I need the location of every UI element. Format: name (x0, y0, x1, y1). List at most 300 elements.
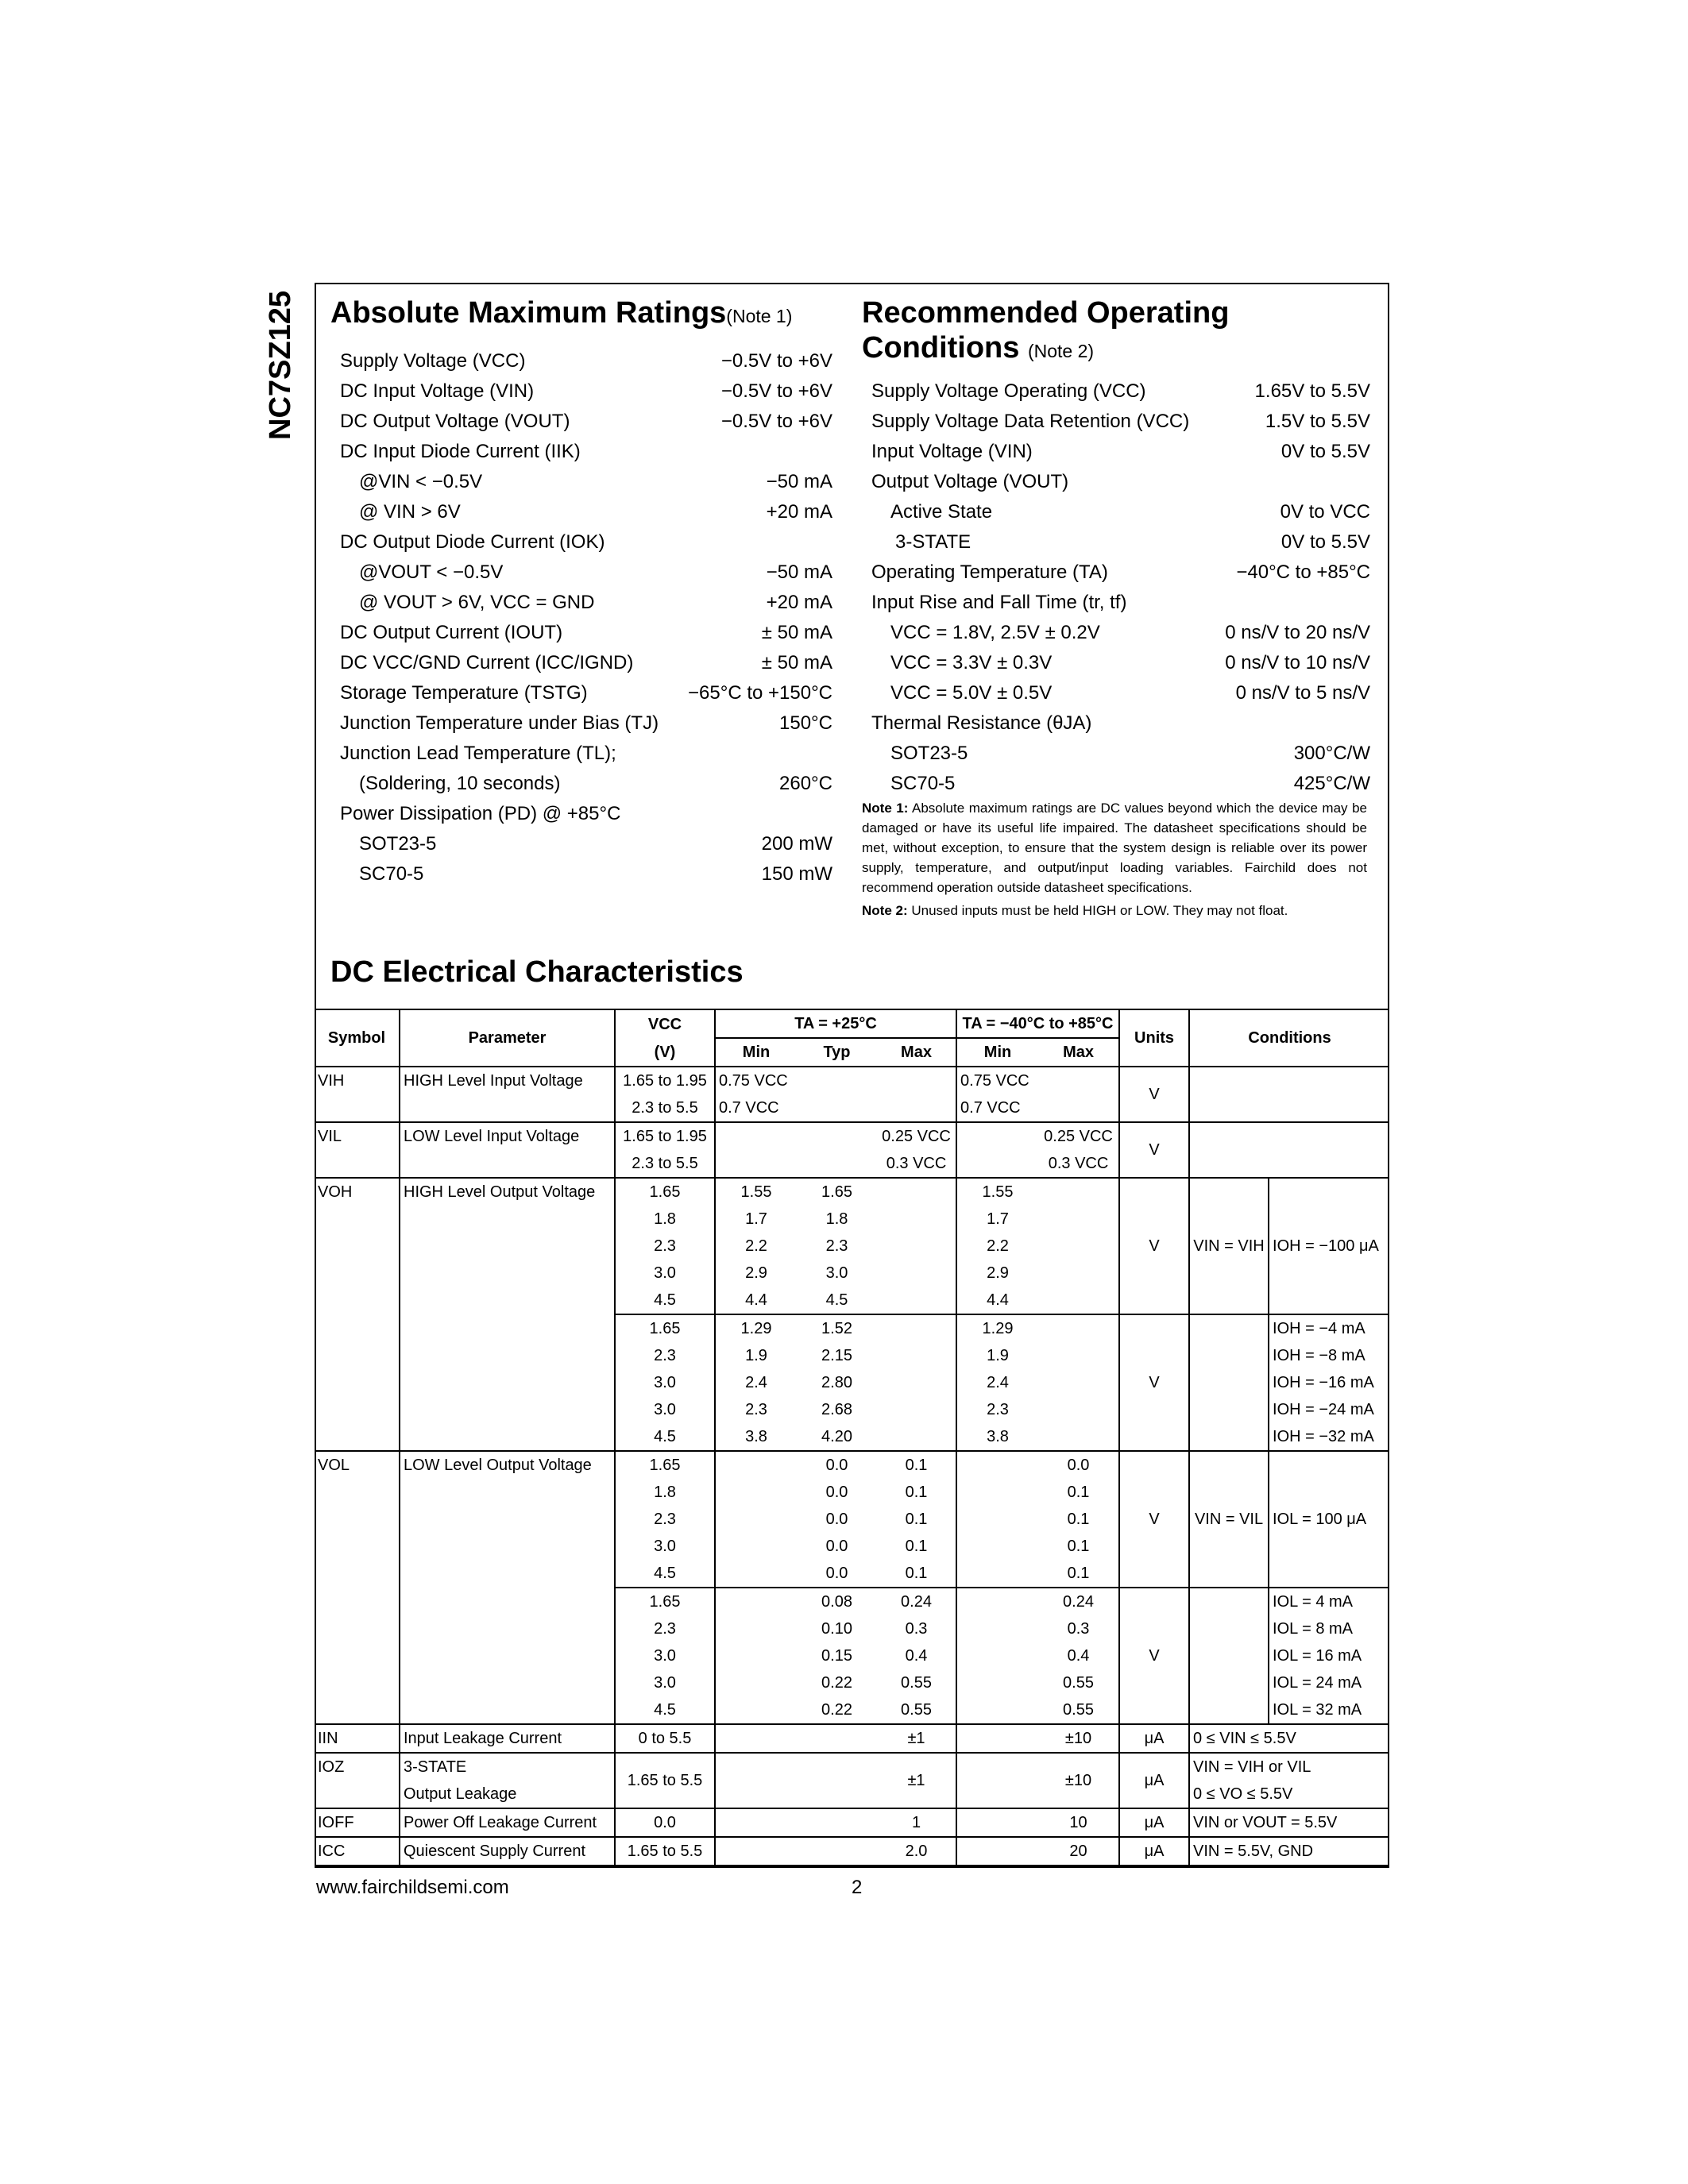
vcc-cell: 0 to 5.5 (615, 1724, 715, 1753)
roc-row (871, 708, 1370, 739)
amr-label: SOT23-5 (359, 833, 437, 855)
max-cell (877, 1369, 956, 1396)
table-row (315, 1067, 1389, 1094)
max2-cell: 0.3 (1067, 1620, 1090, 1638)
col-vcc-unit: (V) (615, 1038, 715, 1067)
roc-row (871, 558, 1370, 588)
parameter-cell: 3-STATE (400, 1753, 615, 1781)
amr-row (340, 648, 832, 678)
max2-cell: 0.55 (1063, 1674, 1094, 1692)
vcc-cell: 1.65 to 1.95 (615, 1122, 715, 1150)
max2-cell: ±10 (1064, 1772, 1092, 1789)
max2-cell (1038, 1342, 1119, 1369)
min-cell: 1.7 (715, 1206, 797, 1233)
roc-label: SOT23-5 (890, 743, 968, 764)
roc-label: Input Rise and Fall Time (tr, tf) (871, 592, 1127, 613)
conditions-cell (1189, 1122, 1389, 1178)
vcc-cell: 1.65 (615, 1451, 715, 1479)
col-ta25: TA = +25°C (715, 1009, 956, 1038)
min2-cell: 4.4 (956, 1287, 1038, 1314)
max-cell (877, 1178, 956, 1206)
table-row (315, 1178, 1389, 1206)
max-cell: 0.1 (905, 1538, 928, 1555)
roc-value: −40°C to +85°C (1236, 561, 1370, 583)
roc-row (871, 437, 1370, 467)
min2-cell (956, 1479, 1038, 1506)
roc-value: 0V to VCC (1280, 501, 1370, 523)
condition-cell: VIN = VIL (1189, 1451, 1269, 1588)
parameter-cell: Power Off Leakage Current (400, 1808, 615, 1837)
max-cell: ±1 (907, 1772, 925, 1789)
vcc-cell: 4.5 (615, 1696, 715, 1724)
typ-cell: 3.0 (825, 1264, 848, 1282)
roc-label: VCC = 3.3V ± 0.3V (890, 652, 1053, 673)
amr-value: 260°C (779, 773, 832, 794)
vcc-cell: 3.0 (615, 1533, 715, 1560)
amr-label: DC Output Current (IOUT) (340, 622, 563, 643)
amr-row (340, 618, 832, 648)
typ-cell (797, 1094, 877, 1122)
units-cell: V (1119, 1314, 1189, 1451)
condition-cell: IOH = −4 mA (1269, 1314, 1389, 1342)
col-symbol: Symbol (315, 1009, 400, 1067)
units-cell: μA (1119, 1837, 1189, 1866)
condition-cell: IOL = 32 mA (1269, 1696, 1389, 1724)
typ-cell: 1.65 (821, 1183, 852, 1201)
min2-cell (956, 1451, 1038, 1479)
typ-cell: 0.0 (825, 1457, 848, 1474)
roc-row (871, 678, 1370, 708)
min-cell (715, 1506, 797, 1533)
vcc-cell: 1.65 to 5.5 (615, 1753, 715, 1808)
roc-row (871, 497, 1370, 527)
typ-cell (797, 1808, 877, 1837)
max-cell: 0.4 (905, 1647, 928, 1665)
typ-cell: 4.5 (825, 1291, 848, 1309)
max-cell: 0.25 VCC (882, 1128, 951, 1145)
col-vcc: VCC (615, 1009, 715, 1038)
min-cell: 1.29 (715, 1314, 797, 1342)
max-cell: 0.1 (905, 1484, 928, 1501)
parameter-cell: Quiescent Supply Current (400, 1837, 615, 1866)
roc-label: VCC = 1.8V, 2.5V ± 0.2V (890, 622, 1100, 643)
max2-cell (1038, 1314, 1119, 1342)
typ-cell: 1.52 (821, 1320, 852, 1337)
max2-cell: 0.1 (1067, 1511, 1090, 1528)
min2-cell (956, 1588, 1038, 1615)
condition-cell: IOL = 24 mA (1269, 1669, 1389, 1696)
typ-cell: 0.0 (825, 1565, 848, 1582)
max-cell (877, 1423, 956, 1451)
amr-value: −50 mA (766, 471, 832, 492)
amr-value: ± 50 mA (761, 622, 832, 643)
min-cell (715, 1588, 797, 1615)
min-cell: 0.75 VCC (715, 1067, 797, 1094)
amr-label: @ VOUT > 6V, VCC = GND (359, 592, 595, 613)
min2-cell (956, 1615, 1038, 1642)
min-cell: 1.9 (715, 1342, 797, 1369)
typ-cell: 1.8 (825, 1210, 848, 1228)
symbol-cell: VOL (318, 1457, 350, 1474)
condition-cell: VIN or VOUT = 5.5V (1189, 1808, 1389, 1837)
condition-cell: VIN = VIH or VIL (1189, 1753, 1389, 1781)
vcc-cell: 4.5 (615, 1560, 715, 1588)
roc-heading: Recommended Operating Conditions (Note 2) (862, 296, 1230, 365)
vcc-cell: 2.3 to 5.5 (615, 1150, 715, 1178)
roc-row (871, 527, 1370, 558)
roc-value: 0V to 5.5V (1280, 531, 1370, 553)
symbol-cell: IOFF (318, 1814, 354, 1831)
col-max: Max (877, 1038, 956, 1067)
amr-label: DC Output Diode Current (IOK) (340, 531, 605, 553)
max-cell: 1 (911, 1814, 921, 1831)
min-cell (715, 1479, 797, 1506)
condition-cell: IOH = −32 mA (1269, 1423, 1389, 1451)
min2-cell (956, 1753, 1038, 1808)
footer-url[interactable]: www.fairchildsemi.com (316, 1877, 509, 1898)
max-cell: 0.3 VCC (886, 1155, 947, 1172)
roc-row (871, 769, 1370, 799)
page-number: 2 (852, 1877, 863, 1898)
amr-row (340, 678, 832, 708)
min2-cell (956, 1506, 1038, 1533)
units-cell: μA (1119, 1808, 1189, 1837)
min2-cell (956, 1724, 1038, 1753)
amr-label: Junction Lead Temperature (TL); (340, 743, 616, 764)
min2-cell: 1.7 (956, 1206, 1038, 1233)
roc-row (871, 648, 1370, 678)
roc-value: 0V to 5.5V (1280, 441, 1370, 462)
min-cell (715, 1696, 797, 1724)
amr-label: DC Output Voltage (VOUT) (340, 411, 570, 432)
min-cell (715, 1560, 797, 1588)
typ-cell: 0.22 (821, 1674, 852, 1692)
roc-value: 0 ns/V to 10 ns/V (1225, 652, 1370, 673)
max2-cell: 0.1 (1067, 1538, 1090, 1555)
typ-cell: 2.3 (825, 1237, 848, 1255)
typ-cell: 0.15 (821, 1647, 852, 1665)
roc-row (871, 588, 1370, 618)
max2-cell: 0.1 (1067, 1484, 1090, 1501)
min2-cell: 2.9 (956, 1260, 1038, 1287)
amr-value: 150°C (779, 712, 832, 734)
max2-cell (1038, 1423, 1119, 1451)
col-typ: Typ (797, 1038, 877, 1067)
amr-row (340, 467, 832, 497)
amr-row (340, 558, 832, 588)
min-cell (715, 1753, 797, 1808)
amr-label: Supply Voltage (VCC) (340, 350, 526, 372)
max2-cell (1038, 1206, 1119, 1233)
max-cell: ±1 (907, 1730, 925, 1747)
amr-value: −0.5V to +6V (720, 350, 832, 372)
min-cell: 4.4 (715, 1287, 797, 1314)
amr-value: −65°C to +150°C (688, 682, 832, 704)
amr-heading: Absolute Maximum Ratings(Note 1) (330, 296, 793, 330)
units-cell: V (1119, 1178, 1189, 1314)
condition-cell: IOL = 8 mA (1269, 1615, 1389, 1642)
roc-label: Output Voltage (VOUT) (871, 471, 1069, 492)
condition-cell: IOL = 16 mA (1269, 1642, 1389, 1669)
condition-cell: IOH = −16 mA (1269, 1369, 1389, 1396)
typ-cell (797, 1150, 877, 1178)
max-cell: 0.55 (901, 1674, 932, 1692)
max2-cell (1038, 1067, 1119, 1094)
vcc-cell: 2.3 (615, 1233, 715, 1260)
min-cell: 1.55 (715, 1178, 797, 1206)
amr-value: −50 mA (766, 561, 832, 583)
typ-cell (797, 1724, 877, 1753)
vcc-cell: 1.8 (615, 1479, 715, 1506)
col-parameter: Parameter (400, 1009, 615, 1067)
max2-cell: 0.0 (1067, 1457, 1090, 1474)
max-cell: 0.24 (901, 1593, 932, 1611)
parameter-cell: LOW Level Output Voltage (400, 1451, 615, 1724)
max2-cell: 0.55 (1063, 1701, 1094, 1719)
min2-cell (956, 1696, 1038, 1724)
symbol-cell: VOH (318, 1183, 353, 1201)
condition-cell (1189, 1314, 1269, 1451)
min-cell: 2.9 (715, 1260, 797, 1287)
min2-cell (956, 1533, 1038, 1560)
max2-cell: 0.3 VCC (1048, 1155, 1109, 1172)
min-cell: 0.7 VCC (715, 1094, 797, 1122)
symbol-cell: IIN (318, 1730, 338, 1747)
vcc-cell: 1.65 (615, 1178, 715, 1206)
roc-label: Supply Voltage Operating (VCC) (871, 380, 1146, 402)
units-cell: V (1119, 1451, 1189, 1588)
max2-cell: 20 (1069, 1843, 1087, 1860)
vcc-cell: 4.5 (615, 1287, 715, 1314)
max-cell (877, 1260, 956, 1287)
symbol-cell: ICC (318, 1843, 346, 1860)
min2-cell (956, 1122, 1038, 1150)
units-cell: μA (1119, 1753, 1189, 1808)
amr-value: −0.5V to +6V (720, 380, 832, 402)
vcc-cell: 1.65 to 1.95 (615, 1067, 715, 1094)
vcc-cell: 2.3 to 5.5 (615, 1094, 715, 1122)
vcc-cell: 2.3 (615, 1342, 715, 1369)
max-cell: 0.1 (905, 1457, 928, 1474)
roc-value: 425°C/W (1293, 773, 1370, 794)
roc-label: Operating Temperature (TA) (871, 561, 1108, 583)
typ-cell (797, 1067, 877, 1094)
dc-heading: DC Electrical Characteristics (330, 955, 744, 989)
roc-value: 1.5V to 5.5V (1265, 411, 1370, 432)
min2-cell (956, 1669, 1038, 1696)
amr-value: ± 50 mA (761, 652, 832, 673)
min2-cell (956, 1560, 1038, 1588)
amr-label: SC70-5 (359, 863, 424, 885)
amr-list (340, 346, 832, 889)
parameter-cell: HIGH Level Output Voltage (400, 1178, 615, 1451)
roc-row (871, 618, 1370, 648)
roc-row (871, 376, 1370, 407)
side-part-number: NC7SZ125 (264, 291, 297, 440)
vcc-cell: 0.0 (615, 1808, 715, 1837)
note-1: Note 1: Absolute maximum ratings are DC values beyond which the device may be damaged or have its useful life impaired. The datasheet specifications should be met, without exception, to ensure that the system design is reliable over its power supply, temperature, and output/input loading variables. Fairchild does not recommend operation outside datasheet specifications. (862, 801, 1367, 895)
max-cell: 0.1 (905, 1511, 928, 1528)
min2-cell: 0.75 VCC (956, 1067, 1038, 1094)
min-cell: 2.4 (715, 1369, 797, 1396)
max-cell (877, 1396, 956, 1423)
vcc-cell: 3.0 (615, 1642, 715, 1669)
table-row (315, 1724, 1389, 1753)
max2-cell: ±10 (1064, 1730, 1092, 1747)
amr-row (340, 437, 832, 467)
min-cell (715, 1533, 797, 1560)
roc-label: Active State (890, 501, 993, 523)
roc-value: 0 ns/V to 5 ns/V (1235, 682, 1370, 704)
amr-row (340, 527, 832, 558)
max2-cell (1038, 1233, 1119, 1260)
min2-cell: 2.4 (956, 1369, 1038, 1396)
amr-row (340, 497, 832, 527)
max2-cell: 10 (1069, 1814, 1087, 1831)
roc-value: 0 ns/V to 20 ns/V (1225, 622, 1370, 643)
amr-label: (Soldering, 10 seconds) (359, 773, 561, 794)
min-cell (715, 1122, 797, 1150)
amr-label: DC VCC/GND Current (ICC/IGND) (340, 652, 634, 673)
units-cell: V (1119, 1588, 1189, 1724)
min2-cell: 1.9 (956, 1342, 1038, 1369)
max-cell: 0.3 (905, 1620, 928, 1638)
min-cell: 2.2 (715, 1233, 797, 1260)
roc-row (871, 739, 1370, 769)
max2-cell (1038, 1094, 1119, 1122)
min2-cell: 2.2 (956, 1233, 1038, 1260)
max-cell (877, 1206, 956, 1233)
max-cell (877, 1314, 956, 1342)
col-min2: Min (956, 1038, 1038, 1067)
amr-row (340, 407, 832, 437)
table-row (315, 1451, 1389, 1479)
vcc-cell: 1.65 to 5.5 (615, 1837, 715, 1866)
parameter-cell: HIGH Level Input Voltage (400, 1067, 615, 1122)
vcc-cell: 2.3 (615, 1506, 715, 1533)
roc-label: SC70-5 (890, 773, 956, 794)
typ-cell: 0.22 (821, 1701, 852, 1719)
amr-row (340, 769, 832, 799)
max-cell (877, 1342, 956, 1369)
amr-row (340, 859, 832, 889)
max-cell: 0.1 (905, 1565, 928, 1582)
table-row (315, 1122, 1389, 1150)
amr-label: @VIN < −0.5V (359, 471, 483, 492)
condition-cell: VIN = VIH (1189, 1178, 1269, 1314)
typ-cell (797, 1122, 877, 1150)
amr-value: +20 mA (766, 592, 832, 613)
min-cell (715, 1150, 797, 1178)
amr-label: DC Input Voltage (VIN) (340, 380, 535, 402)
vcc-cell: 1.65 (615, 1314, 715, 1342)
amr-row (340, 829, 832, 859)
min2-cell: 2.3 (956, 1396, 1038, 1423)
symbol-cell: VIH (318, 1072, 345, 1090)
max-cell (877, 1067, 956, 1094)
typ-cell: 0.08 (821, 1593, 852, 1611)
amr-row (340, 346, 832, 376)
min2-cell: 0.7 VCC (956, 1094, 1038, 1122)
amr-row (340, 376, 832, 407)
typ-cell (797, 1753, 877, 1808)
amr-row (340, 588, 832, 618)
amr-label: Junction Temperature under Bias (TJ) (340, 712, 659, 734)
amr-label: Storage Temperature (TSTG) (340, 682, 588, 704)
roc-label: Supply Voltage Data Retention (VCC) (871, 411, 1190, 432)
dc-characteristics-table (315, 1009, 1389, 1866)
max2-cell: 0.25 VCC (1044, 1128, 1113, 1145)
units-cell: V (1119, 1067, 1189, 1122)
amr-value: 150 mW (761, 863, 832, 885)
min-cell (715, 1642, 797, 1669)
notes (862, 798, 1367, 924)
min-cell: 3.8 (715, 1423, 797, 1451)
amr-label: Power Dissipation (PD) @ +85°C (340, 803, 621, 824)
note-2: Note 2: Unused inputs must be held HIGH or LOW. They may not float. (862, 903, 1288, 918)
table-row (315, 1808, 1389, 1837)
amr-value: +20 mA (766, 501, 832, 523)
amr-value: −0.5V to +6V (720, 411, 832, 432)
col-units: Units (1119, 1009, 1189, 1067)
typ-cell: 0.10 (821, 1620, 852, 1638)
min-cell (715, 1451, 797, 1479)
roc-value: 300°C/W (1293, 743, 1370, 764)
vcc-cell: 3.0 (615, 1369, 715, 1396)
roc-value: 1.65V to 5.5V (1254, 380, 1370, 402)
typ-cell (797, 1837, 877, 1866)
roc-label: VCC = 5.0V ± 0.5V (890, 682, 1053, 704)
vcc-cell: 4.5 (615, 1423, 715, 1451)
parameter-cell: Input Leakage Current (400, 1724, 615, 1753)
col-min: Min (715, 1038, 797, 1067)
min-cell (715, 1669, 797, 1696)
max-cell (877, 1094, 956, 1122)
vcc-cell: 1.8 (615, 1206, 715, 1233)
roc-row (871, 467, 1370, 497)
min2-cell: 1.29 (956, 1314, 1038, 1342)
typ-cell: 0.0 (825, 1484, 848, 1501)
symbol-cell: IOZ (318, 1758, 345, 1776)
condition-cell: IOL = 100 μA (1269, 1451, 1389, 1588)
parameter-cell: Output Leakage (400, 1781, 615, 1808)
min2-cell (956, 1642, 1038, 1669)
col-conditions: Conditions (1189, 1009, 1389, 1067)
vcc-cell: 3.0 (615, 1260, 715, 1287)
amr-label: @VOUT < −0.5V (359, 561, 504, 583)
condition-cell: IOL = 4 mA (1269, 1588, 1389, 1615)
typ-cell: 2.80 (821, 1374, 852, 1391)
min-cell (715, 1615, 797, 1642)
max2-cell (1038, 1178, 1119, 1206)
typ-cell: 2.68 (821, 1401, 852, 1418)
conditions-cell (1189, 1067, 1389, 1122)
min2-cell (956, 1808, 1038, 1837)
min-cell (715, 1837, 797, 1866)
min-cell (715, 1808, 797, 1837)
min-cell (715, 1724, 797, 1753)
vcc-cell: 1.65 (615, 1588, 715, 1615)
min2-cell (956, 1150, 1038, 1178)
col-ta-range: TA = −40°C to +85°C (956, 1009, 1119, 1038)
table-row (315, 1753, 1389, 1781)
amr-label: @ VIN > 6V (359, 501, 461, 523)
max2-cell (1038, 1369, 1119, 1396)
amr-row (340, 708, 832, 739)
parameter-cell: LOW Level Input Voltage (400, 1122, 615, 1178)
roc-label: Input Voltage (VIN) (871, 441, 1033, 462)
typ-cell: 0.0 (825, 1511, 848, 1528)
